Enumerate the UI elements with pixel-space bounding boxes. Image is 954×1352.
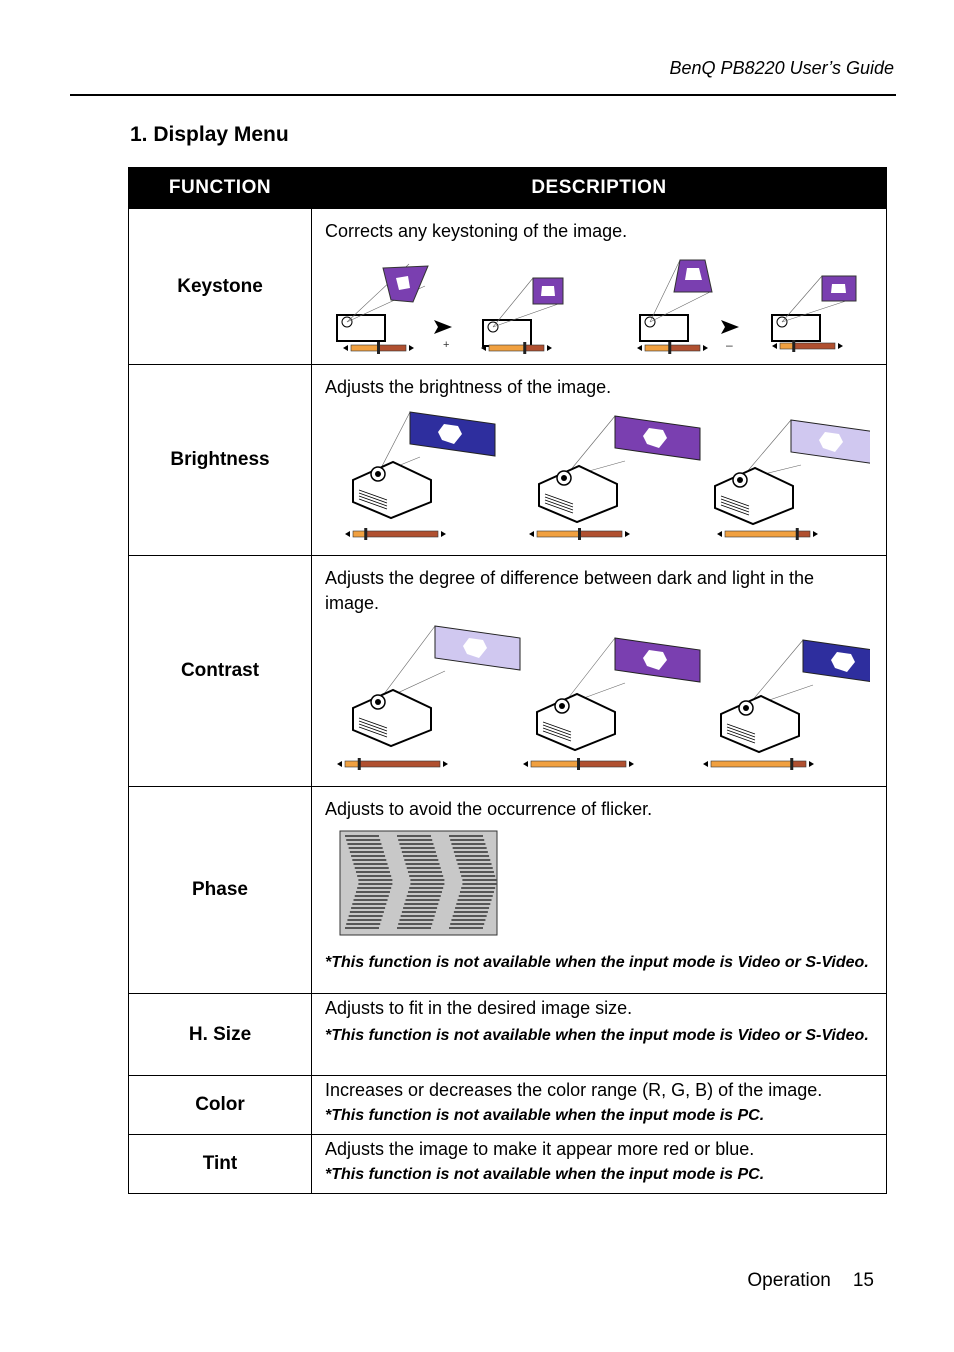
header-rule — [70, 94, 896, 96]
contrast-text: Adjusts the degree of difference between dark and light in the image. — [325, 568, 814, 613]
display-menu-table — [128, 167, 887, 1194]
keystone-text: Corrects any keystoning of the image. — [325, 221, 628, 241]
keystone-slider-1 — [343, 342, 414, 354]
phase-text: Adjusts to avoid the occurrence of flicker. — [325, 799, 653, 819]
function-contrast: Contrast — [129, 556, 312, 787]
brightness-illustration — [325, 404, 870, 549]
function-brightness: Brightness — [129, 365, 312, 556]
description-tint — [312, 1135, 887, 1194]
footer-section: Operation — [747, 1270, 831, 1291]
hsize-note: *This function is not available when the input mode is Video or S-Video. — [325, 1027, 869, 1044]
keystone-minus-label: – — [726, 338, 733, 352]
keystone-slider-3 — [637, 342, 708, 354]
keystone-illustration — [325, 248, 870, 358]
keystone-projector-2 — [483, 278, 563, 346]
contrast-slider-2 — [523, 758, 634, 770]
keystone-projector-1 — [337, 264, 428, 341]
brightness-projector-3 — [715, 420, 870, 524]
description-brightness — [312, 365, 887, 556]
color-note: *This function is not available when the input mode is PC. — [325, 1107, 765, 1124]
hsize-text: Adjusts to fit in the desired image size. — [325, 998, 633, 1018]
page-number: 15 — [852, 1270, 874, 1291]
column-header-description: DESCRIPTION — [312, 168, 887, 209]
contrast-projector-2 — [537, 638, 700, 750]
table-row-brightness — [129, 365, 887, 556]
brightness-slider-1 — [345, 528, 446, 540]
description-color — [312, 1076, 887, 1135]
column-header-function: FUNCTION — [129, 168, 312, 209]
contrast-projector-1 — [353, 626, 520, 746]
keystone-projector-4 — [772, 276, 856, 341]
table-row-tint — [129, 1135, 887, 1194]
function-tint: Tint — [129, 1135, 312, 1194]
description-phase — [312, 787, 887, 994]
brightness-projector-2 — [539, 416, 700, 522]
function-hsize: H. Size — [129, 994, 312, 1076]
page-footer — [747, 1270, 874, 1292]
tint-text: Adjusts the image to make it appear more red or blue. — [325, 1139, 755, 1159]
function-phase: Phase — [129, 787, 312, 994]
description-contrast — [312, 556, 887, 787]
keystone-plus-label: + — [443, 339, 450, 351]
contrast-illustration — [325, 620, 870, 780]
brightness-projector-1 — [353, 412, 495, 518]
table-row-contrast — [129, 556, 887, 787]
contrast-slider-1 — [337, 758, 448, 770]
brightness-slider-2 — [529, 528, 630, 540]
table-row-hsize — [129, 994, 887, 1076]
brightness-text: Adjusts the brightness of the image. — [325, 377, 612, 397]
contrast-slider-3 — [703, 758, 814, 770]
tint-note: *This function is not available when the input mode is PC. — [325, 1166, 765, 1183]
contrast-projector-3 — [721, 640, 870, 752]
description-keystone — [312, 209, 887, 365]
brightness-slider-3 — [717, 528, 818, 540]
keystone-arrow-minus — [721, 320, 739, 334]
keystone-arrow-plus — [434, 320, 452, 334]
table-row-color — [129, 1076, 887, 1135]
keystone-projector-3 — [640, 260, 712, 341]
guide-title: BenQ PB8220 User’s Guide — [669, 58, 894, 78]
description-hsize — [312, 994, 887, 1076]
color-text: Increases or decreases the color range (R, G, B) of the image. — [325, 1080, 823, 1100]
section-title: 1. Display Menu — [130, 123, 289, 146]
phase-note: *This function is not available when the input mode is Video or S-Video. — [325, 954, 869, 971]
flicker-pattern-image — [339, 830, 509, 938]
table-row-keystone — [129, 209, 887, 365]
function-keystone: Keystone — [129, 209, 312, 365]
table-row-phase — [129, 787, 887, 994]
function-color: Color — [129, 1076, 312, 1135]
table-header-row — [129, 168, 887, 209]
